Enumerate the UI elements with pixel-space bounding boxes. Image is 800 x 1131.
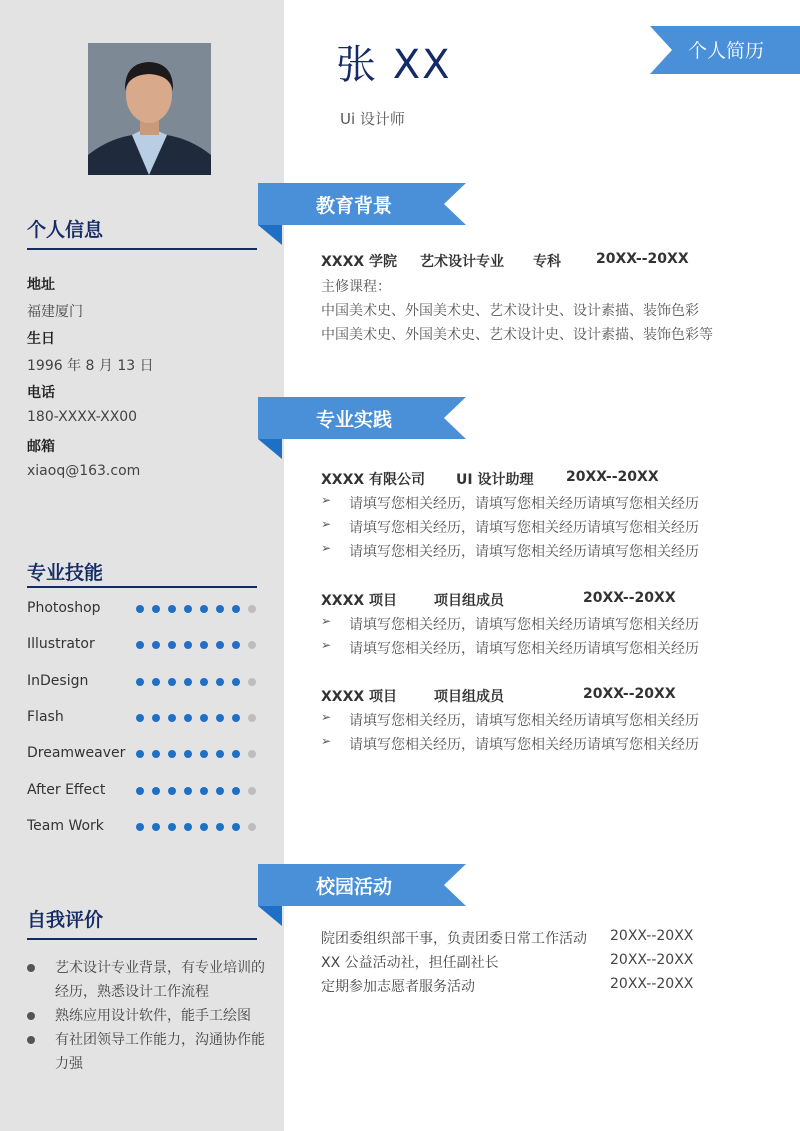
filled-dot-icon	[152, 714, 160, 722]
filled-dot-icon	[184, 714, 192, 722]
filled-dot-icon	[216, 605, 224, 613]
campus-title: 校园活动	[316, 876, 393, 898]
profile-photo	[88, 43, 211, 175]
role: 项目组成员	[434, 593, 504, 609]
activity-period: 20XX--20XX	[610, 952, 694, 968]
activity-text: 院团委组织部干事，负责团委日常工作活动	[321, 931, 587, 947]
filled-dot-icon	[136, 823, 144, 831]
filled-dot-icon	[152, 823, 160, 831]
filled-dot-icon	[232, 714, 240, 722]
filled-dot-icon	[168, 605, 176, 613]
filled-dot-icon	[136, 714, 144, 722]
filled-dot-icon	[168, 750, 176, 758]
arrow-right-icon: ➢	[321, 734, 332, 748]
filled-dot-icon	[200, 787, 208, 795]
filled-dot-icon	[168, 787, 176, 795]
skill-name: Flash	[27, 709, 64, 725]
org-name: XXXX 有限公司	[321, 472, 426, 488]
school-name: XXXX 学院	[321, 254, 398, 270]
phone-value: 180-XXXX-XX00	[27, 409, 138, 425]
email-label: 邮箱	[27, 439, 55, 455]
campus-banner	[258, 864, 466, 906]
activity-period: 20XX--20XX	[610, 976, 694, 992]
filled-dot-icon	[184, 787, 192, 795]
filled-dot-icon	[152, 787, 160, 795]
empty-dot-icon	[248, 605, 256, 613]
skill-name: Team Work	[27, 818, 104, 834]
filled-dot-icon	[232, 678, 240, 686]
filled-dot-icon	[136, 750, 144, 758]
filled-dot-icon	[152, 750, 160, 758]
practice-title: 专业实践	[316, 409, 393, 431]
skill-row	[27, 709, 257, 729]
period: 20XX--20XX	[583, 686, 676, 702]
filled-dot-icon	[216, 823, 224, 831]
empty-dot-icon	[248, 714, 256, 722]
filled-dot-icon	[136, 605, 144, 613]
role: UI 设计助理	[456, 472, 534, 488]
filled-dot-icon	[232, 605, 240, 613]
address-label: 地址	[27, 277, 55, 293]
self-eval-item: 熟练应用设计软件，能手工绘图	[27, 1004, 277, 1028]
self-eval-item: 有社团领导工作能力，沟通协作能力强	[27, 1028, 277, 1076]
self-eval-divider	[27, 938, 257, 940]
phone-label: 电话	[27, 385, 55, 401]
skill-name: Dreamweaver	[27, 745, 126, 761]
bullet-dot-icon	[27, 964, 35, 972]
personal-info-divider	[27, 248, 257, 250]
empty-dot-icon	[248, 787, 256, 795]
filled-dot-icon	[136, 678, 144, 686]
email-value: xiaoq@163.com	[27, 463, 141, 479]
avatar	[88, 43, 211, 175]
address-value: 福建厦门	[27, 304, 83, 320]
bullet-dot-icon	[27, 1036, 35, 1044]
filled-dot-icon	[216, 750, 224, 758]
filled-dot-icon	[184, 605, 192, 613]
self-eval-title: 自我评价	[27, 909, 104, 931]
empty-dot-icon	[248, 678, 256, 686]
education-period: 20XX--20XX	[596, 251, 689, 267]
filled-dot-icon	[136, 787, 144, 795]
courses-line: 中国美术史、外国美术史、艺术设计史、设计素描、装饰色彩	[321, 303, 699, 319]
bullet-dot-icon	[27, 1012, 35, 1020]
skill-row	[27, 782, 257, 802]
filled-dot-icon	[152, 605, 160, 613]
skill-name: InDesign	[27, 673, 89, 689]
campus-item	[321, 952, 721, 972]
skill-row	[27, 818, 257, 838]
arrow-right-icon: ➢	[321, 614, 332, 628]
degree: 专科	[533, 254, 561, 270]
skill-name: Illustrator	[27, 636, 95, 652]
courses-label: 主修课程：	[321, 279, 391, 295]
job-title: Ui 设计师	[340, 110, 405, 128]
skills-title: 专业技能	[27, 562, 104, 584]
arrow-right-icon: ➢	[321, 517, 332, 531]
arrow-right-icon: ➢	[321, 493, 332, 507]
filled-dot-icon	[232, 641, 240, 649]
birthday-value: 1996 年 8 月 13 日	[27, 358, 154, 374]
filled-dot-icon	[216, 641, 224, 649]
self-eval-item: 艺术设计专业背景，有专业培训的经历，熟悉设计工作流程	[27, 956, 277, 1004]
skill-row	[27, 636, 257, 656]
skill-name: Photoshop	[27, 600, 101, 616]
filled-dot-icon	[200, 678, 208, 686]
filled-dot-icon	[232, 750, 240, 758]
practice-banner	[258, 397, 466, 439]
resume-tag-label: 个人简历	[688, 40, 765, 62]
arrow-right-icon: ➢	[321, 638, 332, 652]
major: 艺术设计专业	[420, 254, 504, 270]
filled-dot-icon	[200, 714, 208, 722]
filled-dot-icon	[184, 641, 192, 649]
filled-dot-icon	[168, 714, 176, 722]
empty-dot-icon	[248, 823, 256, 831]
activity-period: 20XX--20XX	[610, 928, 694, 944]
filled-dot-icon	[200, 605, 208, 613]
org-name: XXXX 项目	[321, 593, 398, 609]
campus-item	[321, 928, 721, 948]
activity-text: XX 公益活动社，担任副社长	[321, 955, 499, 971]
period: 20XX--20XX	[566, 469, 659, 485]
filled-dot-icon	[200, 823, 208, 831]
activity-text: 定期参加志愿者服务活动	[321, 979, 475, 995]
skill-row	[27, 600, 257, 620]
courses-line: 中国美术史、外国美术史、艺术设计史、设计素描、装饰色彩等	[321, 327, 713, 343]
filled-dot-icon	[200, 750, 208, 758]
filled-dot-icon	[184, 750, 192, 758]
filled-dot-icon	[136, 641, 144, 649]
filled-dot-icon	[168, 641, 176, 649]
campus-item	[321, 976, 721, 996]
birthday-label: 生日	[27, 331, 55, 347]
candidate-name: 张 XX	[336, 42, 452, 88]
filled-dot-icon	[168, 678, 176, 686]
skill-name: After Effect	[27, 782, 106, 798]
period: 20XX--20XX	[583, 590, 676, 606]
skill-row	[27, 673, 257, 693]
empty-dot-icon	[248, 750, 256, 758]
org-name: XXXX 项目	[321, 689, 398, 705]
filled-dot-icon	[216, 787, 224, 795]
resume-tag	[650, 26, 800, 74]
skills-divider	[27, 586, 257, 588]
education-title: 教育背景	[316, 195, 393, 217]
filled-dot-icon	[168, 823, 176, 831]
empty-dot-icon	[248, 641, 256, 649]
filled-dot-icon	[184, 823, 192, 831]
filled-dot-icon	[232, 787, 240, 795]
filled-dot-icon	[216, 714, 224, 722]
filled-dot-icon	[232, 823, 240, 831]
filled-dot-icon	[184, 678, 192, 686]
filled-dot-icon	[152, 678, 160, 686]
skill-row	[27, 745, 257, 765]
arrow-right-icon: ➢	[321, 541, 332, 555]
education-banner	[258, 183, 466, 225]
personal-info-title: 个人信息	[27, 219, 104, 241]
role: 项目组成员	[434, 689, 504, 705]
arrow-right-icon: ➢	[321, 710, 332, 724]
filled-dot-icon	[152, 641, 160, 649]
filled-dot-icon	[200, 641, 208, 649]
filled-dot-icon	[216, 678, 224, 686]
